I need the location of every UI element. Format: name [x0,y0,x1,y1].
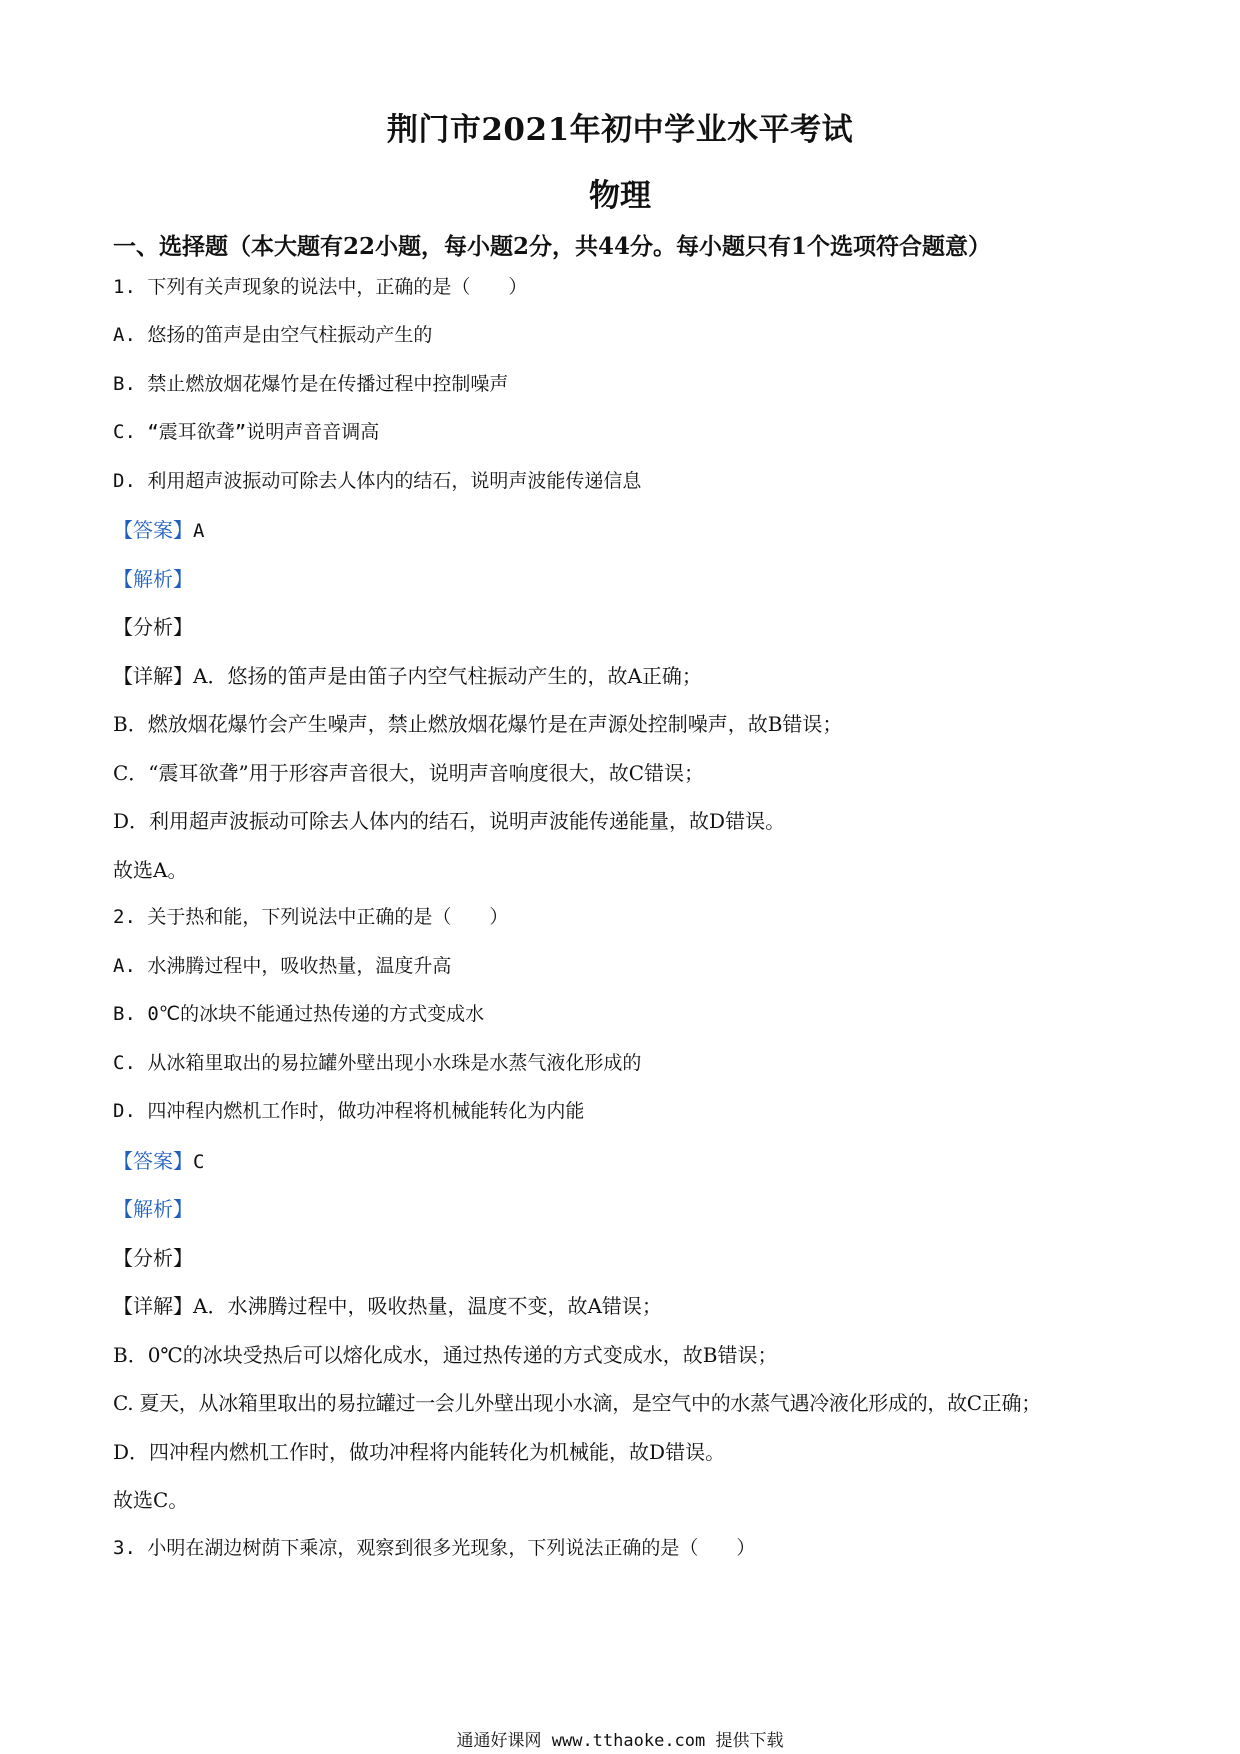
section-heading: 一、选择题（本大题有22小题，每小题2分，共44分。每小题只有1个选项符合题意） [113,233,992,260]
question-1-option-d: D. 利用超声波振动可除去人体内的结石，说明声波能传递信息 [113,470,642,492]
question-2-detail-b: B．0℃的冰块受热后可以熔化成水，通过热传递的方式变成水，故B错误； [113,1343,778,1367]
question-2-fenxi-tag: 【分析】 [113,1246,193,1270]
detail-text: A．水沸腾过程中，吸收热量，温度不变，故A错误； [193,1294,662,1318]
question-2-detail-c: C. 夏天，从冰箱里取出的易拉罐过一会儿外壁出现小水滴，是空气中的水蒸气遇冷液化形成的，故C正确； [113,1391,1041,1415]
question-2-detail-a [113,1294,662,1318]
question-2-option-a: A. 水沸腾过程中，吸收热量，温度升高 [113,955,452,977]
question-2-detail-d: D．四冲程内燃机工作时，做功冲程将内能转化为机械能，故D错误。 [113,1440,726,1464]
detail-tag: 【详解】 [113,664,193,688]
answer-value: A [193,520,205,542]
question-2-answer [113,1149,204,1174]
question-3-stem: 3. 小明在湖边树荫下乘凉，观察到很多光现象，下列说法正确的是（ ） [113,1537,756,1559]
question-2-stem: 2. 关于热和能，下列说法中正确的是（ ） [113,906,509,928]
subject-title: 物理 [589,178,651,214]
question-1-detail-d: D．利用超声波振动可除去人体内的结石，说明声波能传递能量，故D错误。 [113,809,786,833]
question-1-detail-a [113,664,702,688]
question-2-option-b: B. 0℃的冰块不能通过热传递的方式变成水 [113,1003,485,1025]
question-1-detail-b: B．燃放烟花爆竹会产生噪声，禁止燃放烟花爆竹是在声源处控制噪声，故B错误； [113,712,843,736]
answer-value: C [193,1151,205,1173]
question-1-option-c: C. “震耳欲聋”说明声音音调高 [113,421,380,443]
question-2-analysis-tag: 【解析】 [113,1197,193,1221]
question-2-conclusion: 故选C。 [113,1488,189,1512]
answer-tag: 【答案】 [113,1149,193,1173]
question-1-conclusion: 故选A。 [113,858,188,882]
question-2-option-c: C. 从冰箱里取出的易拉罐外壁出现小水珠是水蒸气液化形成的 [113,1052,642,1074]
detail-tag: 【详解】 [113,1294,193,1318]
answer-tag: 【答案】 [113,518,193,542]
footer-source: 通通好课网 www.tthaoke.com 提供下载 [456,1731,784,1751]
detail-text: A．悠扬的笛声是由笛子内空气柱振动产生的，故A正确； [193,664,702,688]
question-1-analysis-tag: 【解析】 [113,567,193,591]
question-1-option-b: B. 禁止燃放烟花爆竹是在传播过程中控制噪声 [113,373,509,395]
question-1-option-a: A. 悠扬的笛声是由空气柱振动产生的 [113,324,433,346]
exam-title: 荆门市2021年初中学业水平考试 [386,112,854,148]
question-1-stem: 1. 下列有关声现象的说法中，正确的是（ ） [113,276,528,298]
question-1-answer [113,518,204,543]
question-2-option-d: D. 四冲程内燃机工作时，做功冲程将机械能转化为内能 [113,1100,585,1122]
question-1-detail-c: C．“震耳欲聋”用于形容声音很大，说明声音响度很大，故C错误； [113,761,705,785]
question-1-fenxi-tag: 【分析】 [113,615,193,639]
